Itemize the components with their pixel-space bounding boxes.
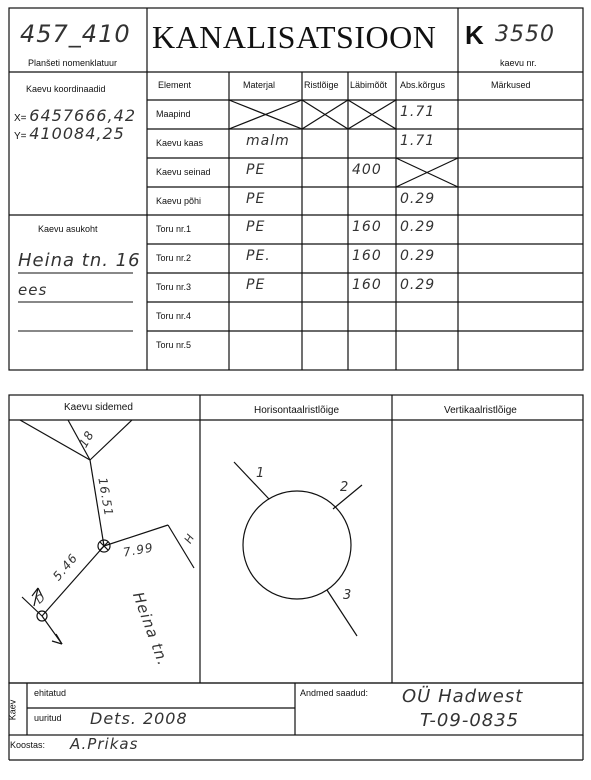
row-element: Kaevu põhi: [156, 196, 202, 206]
author-value: A.Prikas: [70, 735, 139, 753]
vertical-section-label: Vertikaalristlõige: [444, 405, 517, 416]
col-header-material: Materjal: [243, 80, 276, 90]
data-source-label: Andmed saadud:: [300, 688, 369, 698]
ties-sketch: [20, 420, 194, 644]
data-source-value-2: T-09-0835: [420, 710, 520, 731]
col-header-abs-height: Abs.kõrgus: [400, 80, 446, 90]
col-header-element: Element: [158, 80, 192, 90]
y-prefix: Y=: [14, 131, 27, 142]
row-material: PE.: [246, 248, 271, 264]
row-material: PE: [246, 219, 266, 235]
pipe-label-2: 2: [340, 480, 350, 495]
location-line-1: Heina tn. 16: [18, 250, 141, 271]
row-abs-height: 0.29: [400, 277, 436, 293]
surveyed-label: uuritud: [34, 713, 62, 723]
row-abs-height: 1.71: [400, 133, 436, 149]
tie-distance-3: 7.99: [122, 540, 155, 560]
coordinates-label: Kaevu koordinaadid: [26, 84, 106, 94]
tie-distance-2: 16.51: [95, 476, 116, 518]
author-label: Koostas:: [10, 740, 46, 750]
well-label: kaevu nr.: [500, 58, 537, 68]
location-line-2: ees: [18, 281, 48, 299]
col-header-cross-section: Ristlõige: [304, 80, 339, 90]
ties-label: Kaevu sidemed: [64, 402, 133, 413]
row-material: PE: [246, 277, 266, 293]
row-abs-height: 0.29: [400, 248, 436, 264]
col-header-diameter: Läbimõõt: [350, 80, 388, 90]
tie-mark-d: D: [32, 590, 49, 607]
tie-street: Heina tn.: [128, 589, 173, 669]
row-abs-height: 0.29: [400, 191, 436, 207]
row-material: malm: [246, 133, 290, 149]
row-element: Toru nr.3: [156, 282, 192, 292]
pipe-label-3: 3: [343, 588, 353, 603]
x-coordinate: 6457666,42: [29, 106, 136, 125]
tie-distance-1: 18: [76, 428, 98, 450]
data-source-value-1: OÜ Hadwest: [402, 686, 524, 707]
tie-mark-h: H: [181, 531, 198, 546]
row-element: Toru nr.1: [156, 224, 192, 234]
well-side-label: Kaev: [7, 699, 18, 721]
y-coordinate: 410084,25: [29, 124, 125, 143]
row-element: Kaevu kaas: [156, 138, 204, 148]
row-material: PE: [246, 162, 266, 178]
row-diameter: 400: [352, 162, 382, 178]
row-diameter: 160: [352, 219, 382, 235]
pipe-label-1: 1: [256, 466, 266, 481]
row-element: Toru nr.2: [156, 253, 192, 263]
row-abs-height: 1.71: [400, 104, 436, 120]
page-title: KANALISATSIOON: [152, 19, 437, 55]
row-element: Maapind: [156, 109, 191, 119]
sheet-number: 457_410: [20, 20, 131, 48]
tie-distance-4: 5.46: [50, 550, 81, 584]
well-prefix: K: [465, 20, 484, 50]
sheet-label: Planšeti nomenklatuur: [28, 58, 118, 68]
x-prefix: X=: [14, 113, 27, 124]
row-diameter: 160: [352, 277, 382, 293]
row-diameter: 160: [352, 248, 382, 264]
row-element: Kaevu seinad: [156, 167, 211, 177]
row-element: Toru nr.4: [156, 311, 192, 321]
built-label: ehitatud: [34, 688, 67, 698]
row-material: PE: [246, 191, 266, 207]
row-abs-height: 0.29: [400, 219, 436, 235]
row-element: Toru nr.5: [156, 340, 192, 350]
horizontal-section-label: Horisontaalristlõige: [254, 405, 340, 416]
col-header-notes: Märkused: [491, 80, 531, 90]
location-label: Kaevu asukoht: [38, 224, 98, 234]
surveyed-value: Dets. 2008: [90, 709, 188, 728]
well-number: 3550: [495, 22, 555, 47]
